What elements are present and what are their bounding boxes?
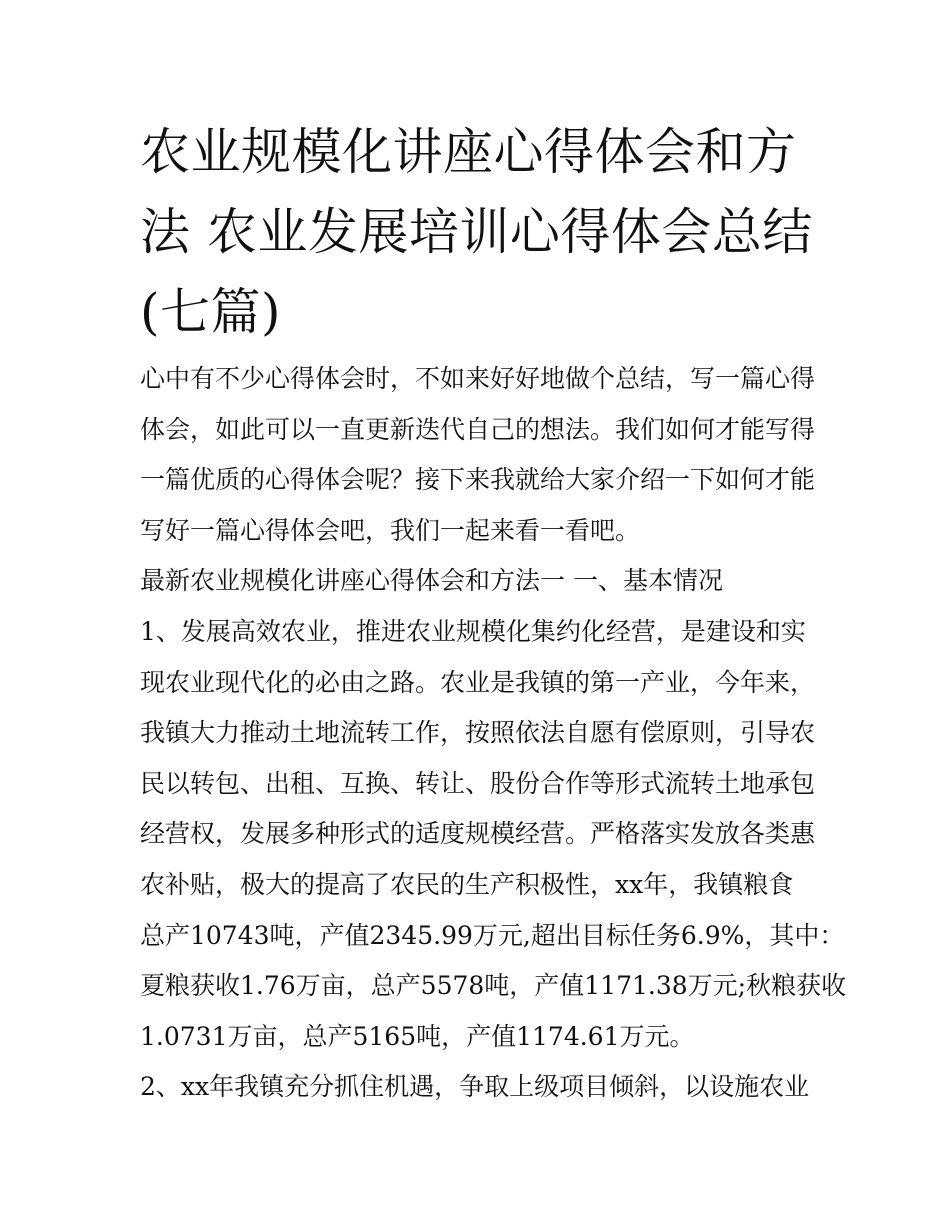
body-paragraph-line: 经营权，发展多种形式的适度规模经营。严格落实发放各类惠 xyxy=(140,819,816,849)
title-line: 法 农业发展培训心得体会总结 xyxy=(140,203,813,261)
body-paragraph-line: 民以转包、出租、互换、转让、股份合作等形式流转土地承包 xyxy=(140,768,816,798)
document-title xyxy=(140,112,830,352)
body-paragraph-line: 夏粮获收1.76万亩，总产5578吨，产值1171.38万元;秋粮获收 xyxy=(140,971,847,1001)
intro-paragraph-line: 心中有不少心得体会时，不如来好好地做个总结，写一篇心得 xyxy=(140,364,816,393)
intro-paragraph-line: 一篇优质的心得体会呢？接下来我就给大家介绍一下如何才能 xyxy=(140,465,816,495)
intro-paragraph-line: 写好一篇心得体会吧，我们一起来看一看吧。 xyxy=(140,515,641,545)
body-paragraph-line: 我镇大力推动土地流转工作，按照依法自愿有偿原则，引导农 xyxy=(140,718,816,748)
body-paragraph-line: 2、xx年我镇充分抓住机遇，争取上级项目倾斜，以设施农业 xyxy=(140,1072,810,1102)
title-line: (七篇) xyxy=(140,283,282,341)
body-paragraph-line: 1、发展高效农业，推进农业规模化集约化经营，是建设和实 xyxy=(140,616,806,646)
body-paragraph-line: 1.0731万亩，总产5165吨，产值1174.61万元。 xyxy=(140,1021,695,1051)
body-paragraph-line: 农补贴，极大的提高了农民的生产积极性，xx年，我镇粮食 xyxy=(140,869,794,899)
title-line: 农业规模化讲座心得体会和方 xyxy=(140,123,797,181)
body-paragraph-line: 总产10743吨，产值2345.99万元,超出目标任务6.9%，其中： xyxy=(140,920,845,950)
section-heading: 最新农业规模化讲座心得体会和方法一 一、基本情况 xyxy=(140,566,723,596)
intro-paragraph-line: 体会，如此可以一直更新迭代自己的想法。我们如何才能写得 xyxy=(140,414,816,444)
document-body xyxy=(140,354,847,1113)
body-paragraph-line: 现农业现代化的必由之路。农业是我镇的第一产业，今年来， xyxy=(140,667,816,697)
